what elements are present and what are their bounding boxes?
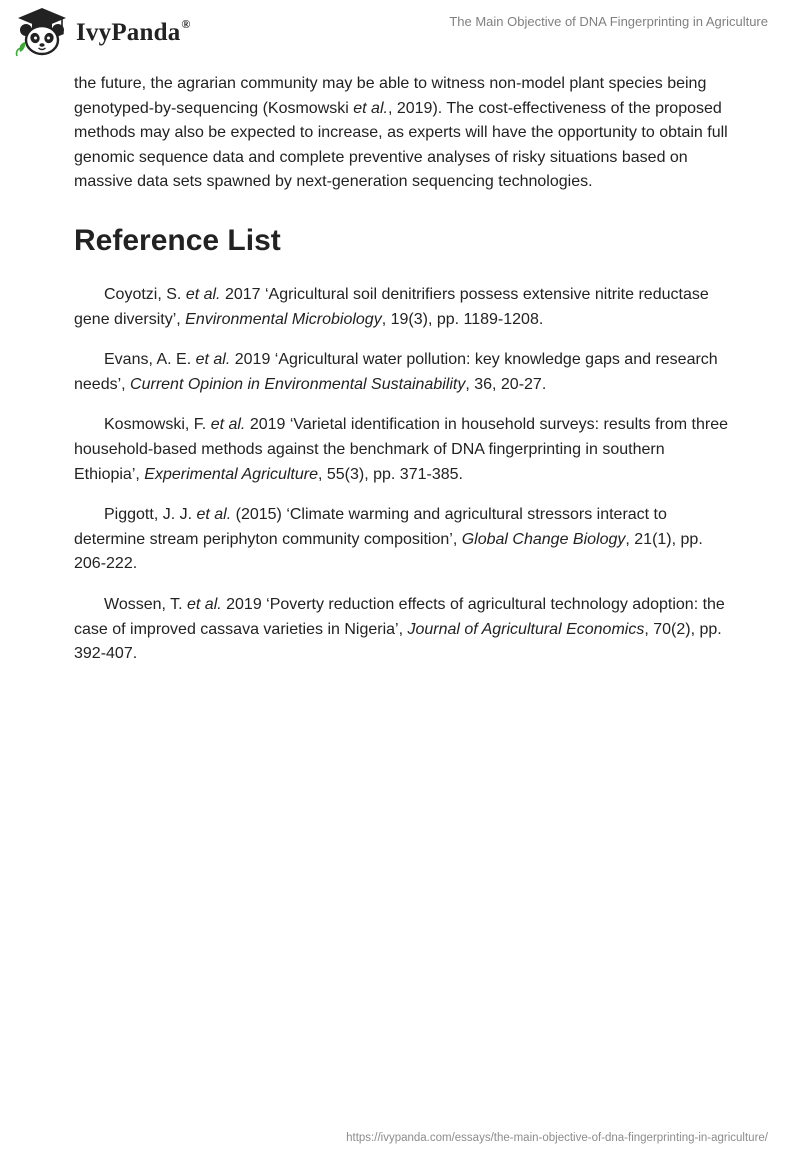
essay-content: [74, 72, 734, 683]
ref-details: , 36, 20-27.: [465, 375, 547, 393]
ref-title: 2019 ‘Agricultural water pollution: key knowledge gaps and research needs’,: [74, 351, 718, 393]
ref-journal: Experimental Agriculture: [144, 465, 318, 483]
reference-list: [74, 283, 734, 667]
ref-etal: et al.: [210, 416, 246, 434]
ref-author: Wossen, T.: [104, 595, 187, 613]
reference-list-heading: Reference List: [74, 223, 281, 257]
reference-item: [74, 283, 734, 332]
ref-title: 2019 ‘Varietal identification in household surveys: results from three household-based methods against the benchmark of DNA fingerprinting in southern Ethiopia’,: [74, 416, 728, 483]
ref-title: (2015) ‘Climate warming and agricultural stressors interact to determine stream periphyton community composition’,: [74, 506, 667, 548]
ref-journal: Current Opinion in Environmental Sustainability: [130, 375, 466, 393]
registered-mark: ®: [181, 16, 191, 31]
document-title: The Main Objective of DNA Fingerprinting in Agriculture: [449, 14, 768, 29]
reference-item: [74, 348, 734, 397]
intro-text-part2: , 2019). The cost-effectiveness of the proposed methods may also be expected to increase, as experts will have the opportunity to obtain full genomic sequence data and complete preventive analyses of risky situations based on massive data sets spawned by next-generation sequencing technologies.: [74, 99, 728, 191]
ref-title: 2017 ‘Agricultural soil denitrifiers possess extensive nitrite reductase gene diversity’,: [74, 285, 709, 328]
reference-item: [74, 593, 734, 667]
ref-author: Evans, A. E.: [104, 351, 196, 369]
brand-name: [76, 16, 191, 47]
ref-etal: et al.: [185, 285, 221, 303]
ref-details: , 19(3), pp. 1189-1208.: [381, 310, 544, 328]
ref-author: Coyotzi, S.: [104, 285, 186, 303]
ref-author: Piggott, J. J.: [104, 506, 197, 524]
ref-etal: et al.: [195, 351, 231, 369]
reference-item: [74, 503, 734, 577]
ref-details: , 70(2), pp. 392-407.: [74, 620, 722, 663]
ref-author: Kosmowski, F.: [104, 416, 211, 434]
intro-text-part1: the future, the agrarian community may be able to witness non-model plant species being genotyped-by-sequencing (Kosmowski: [74, 75, 707, 117]
ref-details: , 55(3), pp. 371-385.: [317, 465, 463, 483]
reference-item: [74, 413, 734, 487]
ref-journal: Environmental Microbiology: [185, 310, 382, 328]
intro-etal: et al.: [353, 99, 388, 117]
ref-journal: Global Change Biology: [461, 530, 626, 548]
ref-details: , 21(1), pp. 206-222.: [74, 530, 703, 573]
ref-etal: et al.: [196, 506, 232, 524]
intro-paragraph: [74, 72, 734, 195]
ref-title: 2019 ‘Poverty reduction effects of agricultural technology adoption: the case of improved cassava varieties in Nigeria’,: [74, 595, 725, 638]
brand-logo[interactable]: [14, 6, 191, 58]
brand-name-text: IvyPanda: [76, 19, 181, 46]
ref-journal: Journal of Agricultural Economics: [407, 620, 645, 638]
panda-graduate-icon: [14, 6, 70, 58]
ref-etal: et al.: [187, 595, 222, 613]
source-url[interactable]: https://ivypanda.com/essays/the-main-objective-of-dna-fingerprinting-in-agriculture/: [346, 1132, 768, 1144]
page-header: [0, 0, 800, 64]
